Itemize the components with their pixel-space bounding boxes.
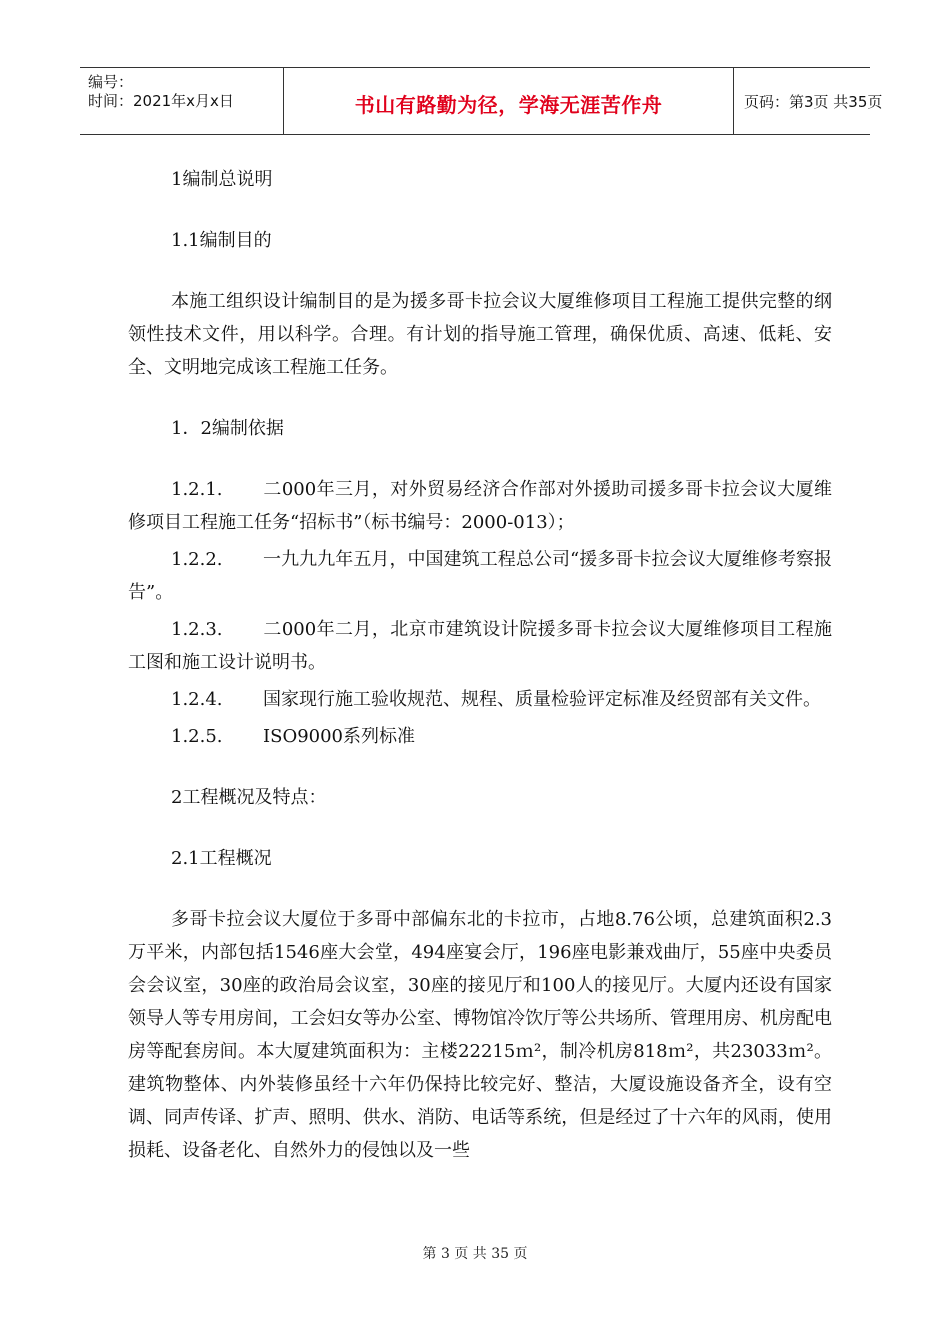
basis-item-text: ISO9000系列标准	[263, 726, 416, 747]
section-2-1-heading: 2.1工程概况	[171, 848, 272, 869]
document-number-label: 编号：	[88, 73, 134, 91]
basis-item-text: 一九九九年五月，中国建筑工程总公司“援多哥卡拉会议大厦维修考察报告”。	[128, 549, 832, 603]
basis-item-text: 国家现行施工验收规范、规程、质量检验评定标准及经贸部有关文件。	[263, 689, 821, 710]
section-2-heading: 2工程概况及特点：	[171, 787, 327, 808]
purpose-paragraph: 本施工组织设计编制目的是为援多哥卡拉会议大厦维修项目工程施工提供完整的纲领性技术文件，用以科学。合理。有计划的指导施工管理，确保优质、高速、低耗、安全、文明地完成该工程施工任务。	[128, 291, 832, 378]
document-time-label: 时间：2021年x月x日	[88, 92, 234, 110]
section-1-2-heading: 1．2编制依据	[171, 418, 284, 439]
header-left-cell	[80, 68, 283, 134]
basis-item-number: 1.2.4.	[171, 689, 223, 710]
basis-item-text: 二000年三月，对外贸易经济合作部对外援助司援多哥卡拉会议大厦维修项目工程施工任务“招标书”（标书编号：2000-013）；	[128, 479, 832, 533]
section-1-heading: 1编制总说明	[171, 169, 273, 190]
document-body	[128, 163, 832, 1167]
basis-item	[128, 613, 832, 679]
section-1-1-heading: 1.1编制目的	[171, 230, 272, 251]
page-header	[80, 67, 883, 135]
header-page-info: 页码：第3页 共35页	[744, 93, 883, 111]
basis-item-text: 二000年二月，北京市建筑设计院援多哥卡拉会议大厦维修项目工程施工图和施工设计说明书。	[128, 619, 832, 673]
header-motto-cell	[283, 68, 734, 134]
basis-item	[128, 720, 832, 753]
basis-item	[128, 683, 832, 716]
header-page-cell	[734, 68, 883, 134]
basis-item-number: 1.2.3.	[171, 619, 223, 640]
basis-item-number: 1.2.2.	[171, 549, 223, 570]
page-footer: 第 3 页 共 35 页	[422, 1246, 528, 1262]
basis-item	[128, 543, 832, 609]
basis-item	[128, 473, 832, 539]
header-motto: 书山有路勤为径，学海无涯苦作舟	[354, 93, 663, 117]
basis-item-number: 1.2.5.	[171, 726, 223, 747]
basis-item-number: 1.2.1.	[171, 479, 223, 500]
overview-paragraph: 多哥卡拉会议大厦位于多哥中部偏东北的卡拉市，占地8.76公顷，总建筑面积2.3万平米，内部包括1546座大会堂，494座宴会厅，196座电影兼戏曲厅，55座中央委员会会议室，30座的政治局会议室，30座的接见厅和100人的接见厅。大厦内还设有国家领导人等专用房间，工会妇女等办公室、博物馆冷饮厅等公共场所、管理用房、机房配电房等配套房间。本大厦建筑面积为：主楼22215ｍ²，制冷机房818ｍ²，共23033ｍ²。建筑物整体、内外装修虽经十六年仍保持比较完好、整洁，大厦设施设备齐全，设有空调、同声传译、扩声、照明、供水、消防、电话等系统，但是经过了十六年的风雨，使用损耗、设备老化、自然外力的侵蚀以及一些	[128, 909, 832, 1161]
